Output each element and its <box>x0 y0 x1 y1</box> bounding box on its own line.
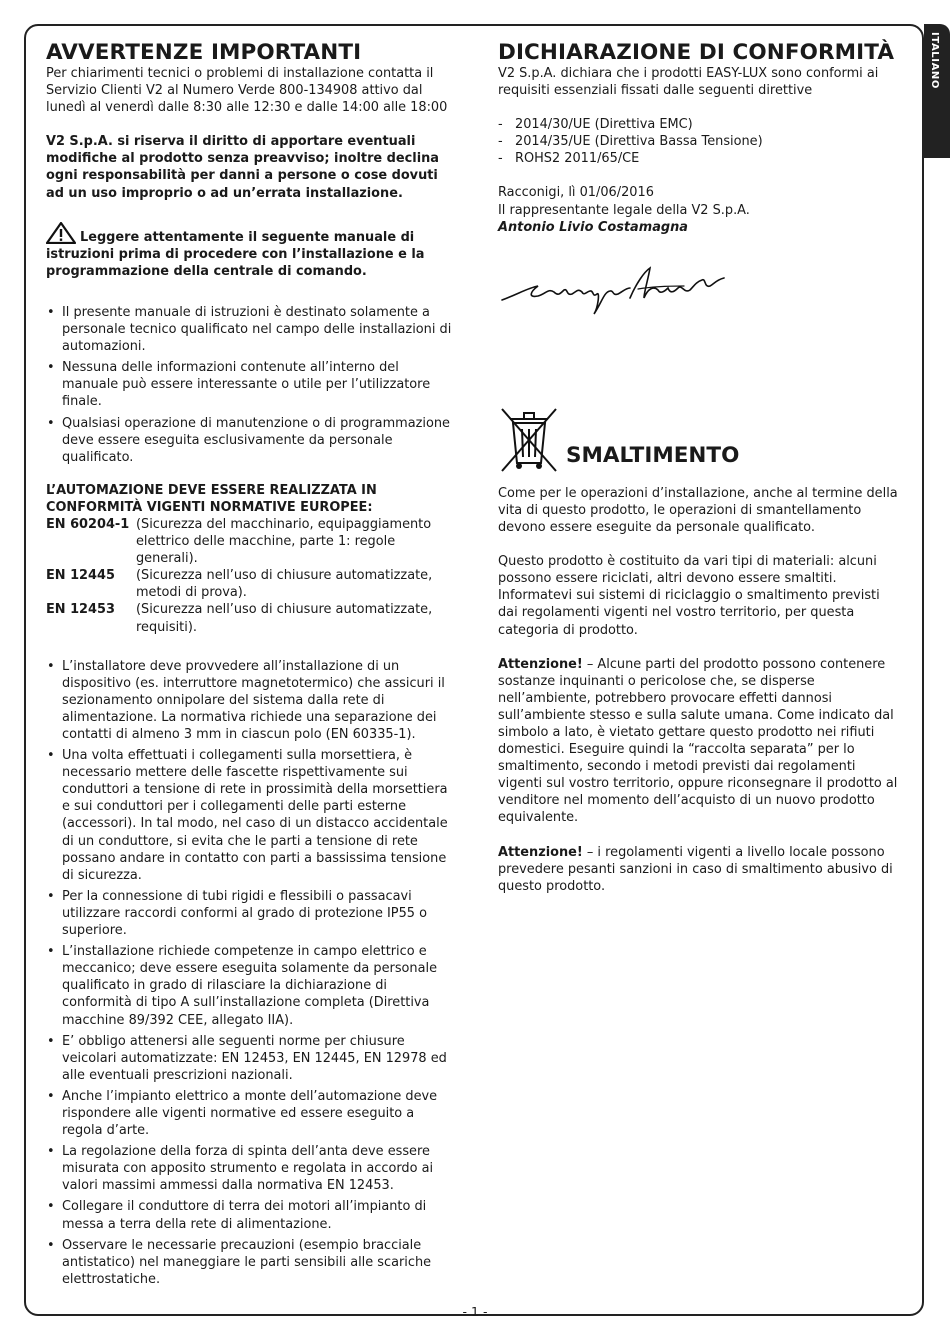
norm-desc: (Sicurezza del macchinario, equipaggiamento elettrico delle macchine, parte 1: regole generali). <box>136 516 432 567</box>
bullet-icon: • <box>47 1033 55 1049</box>
list-item: • Anche l’impianto elettrico a monte dell’automazione deve rispondere alle vigenti normative ed essere eseguito a regola d’arte. <box>47 1088 438 1139</box>
bullet-list-1 <box>46 304 458 466</box>
list-item: • Nessuna delle informazioni contenute all’interno del manuale può essere interessante o utile per l’utilizzatore finale. <box>47 360 431 410</box>
bullet-icon: • <box>47 888 55 904</box>
bullet-icon: • <box>47 415 55 431</box>
bullet-icon: • <box>47 1237 55 1253</box>
list-item: • Il presente manuale di istruzioni è destinato solamente a personale tecnico qualificato nel campo delle installazioni di automazioni. <box>47 304 452 355</box>
norms-heading: L’AUTOMAZIONE DEVE ESSERE REALIZZATA IN CONFORMITÀ VIGENTI NORMATIVE EUROPEE: <box>46 482 377 515</box>
attention-note-2: Attenzione! – i regolamenti vigenti a livello locale possono prevedere pesanti sanzioni in caso di smaltimento abusivo di questo prodotto. <box>498 844 893 894</box>
place-date: Racconigi, lì 01/06/2016 <box>498 185 654 201</box>
bullet-icon: • <box>47 360 55 376</box>
norm-row <box>46 567 458 601</box>
attention-note-1: Attenzione! – Alcune parti del prodotto possono contenere sostanze inquinanti o pericolose che, se disperse nell’ambiente, potrebbero provocare effetti dannosi sull’ambiente stesso e sulla salute umana. Come indicato dal simbolo a lato, è vietato gettare questo prodotto nei rifiuti domestici. Eseguire quindi la “raccolta separata” per lo smaltimento, secondo i metodi previsti dai regolamenti vigenti sul vostro territorio, oppure riconsegnare il prodotto al venditore nel momento dell’acquisto di un nuovo prodotto equivalente. <box>498 656 898 826</box>
manual-warning-text: Leggere attentamente il seguente manuale di istruzioni prima di procedere con l’installazione e la programmazione della centrale di comando. <box>46 229 425 279</box>
list-item: • Per la connessione di tubi rigidi e flessibili o passacavi utilizzare raccordi conformi al grado di protezione IP55 o superiore. <box>47 888 427 939</box>
conformity-intro: V2 S.p.A. dichiara che i prodotti EASY-LUX sono conformi ai requisiti essenziali fissati dalle seguenti direttive <box>498 66 879 99</box>
bullet-icon: • <box>47 944 55 960</box>
directive-item: - 2014/30/UE (Direttiva EMC) <box>498 117 693 133</box>
bullet-list-2 <box>46 658 458 1288</box>
norm-row <box>46 601 458 635</box>
norms-list <box>46 516 458 636</box>
disposal-paragraph-2: Questo prodotto è costituito da vari tipi di materiali: alcuni possono essere riciclati, altri devono essere smaltiti. <box>498 554 877 587</box>
right-column <box>498 40 902 895</box>
signer-name: Antonio Livio Costamagna <box>498 219 688 235</box>
bullet-icon: • <box>47 1088 55 1104</box>
norm-desc: (Sicurezza nell’uso di chiusure automatizzate, metodi di prova). <box>136 568 433 601</box>
support-info: Per chiarimenti tecnici o problemi di installazione contatta il Servizio Clienti V2 al Numero Verde 800-134908 attivo dal lunedì al venerdì dalle 8:30 alle 12:30 e dalle 14:00 alle 18:00 <box>46 66 448 116</box>
norm-code: EN 60204-1 <box>46 516 130 532</box>
language-tab-label: ITALIANO <box>929 32 940 90</box>
left-column <box>46 40 458 1292</box>
list-item: • E’ obbligo attenersi alle seguenti norme per chiusure veicolari automatizzate: EN 12453, EN 12445, EN 12978 ed alle eventuali prescrizioni nazionali. <box>47 1033 447 1083</box>
language-tab <box>924 24 950 158</box>
list-item: • Una volta effettuati i collegamenti sulla morsettiera, è necessario mettere delle fascette rispettivamente sui conduttori a tensione di rete in prossimità della morsettiera e sui conduttori per i collegamenti delle parti esterne (accessori). In tal modo, nel caso di un distacco accidentale di un conduttore, si evita che le parti a tensione di rete possano andare in contatto con parti a bassissima tensione di sicurezza. <box>47 748 448 883</box>
norm-desc: (Sicurezza nell’uso di chiusure automatizzate, requisiti). <box>136 602 433 635</box>
conformity-title: DICHIARAZIONE DI CONFORMITÀ <box>498 40 895 65</box>
list-item: • Collegare il conduttore di terra dei motori all’impianto di messa a terra della rete di alimentazione. <box>47 1199 427 1232</box>
list-item: • La regolazione della forza di spinta dell’anta deve essere misurata con apposito strumento e regolata in accordo ai valori massimi ammessi dalla normativa EN 12453. <box>47 1144 434 1194</box>
weee-crossed-bin-icon <box>498 405 560 475</box>
list-item: • Qualsiasi operazione di manutenzione o di programmazione deve essere eseguita esclusivamente da personale qualificato. <box>47 415 450 465</box>
bullet-icon: • <box>47 748 55 764</box>
disclaimer: V2 S.p.A. si riserva il diritto di apportare eventuali modifiche al prodotto senza preavviso; inoltre declina ogni responsabilità per danni a persone o cose dovuti ad un uso improprio o ad un’errata installazione. <box>46 134 439 201</box>
list-item: • L’installatore deve provvedere all’installazione di un dispositivo (es. interruttore magnetotermico) che assicuri il sezionamento onnipolare del sistema dalla rete di alimentazione. La normativa richiede una separazione dei contatti di almeno 3 mm in ciascun polo (EN 60335-1). <box>47 658 445 742</box>
directive-item: - ROHS2 2011/65/CE <box>498 151 640 167</box>
signature <box>498 258 728 318</box>
bullet-icon: • <box>47 658 55 674</box>
disposal-paragraph-1: Come per le operazioni d’installazione, anche al termine della vita di questo prodotto, le operazioni di smantellamento devono essere eseguite da personale qualificato. <box>498 485 898 536</box>
warning-triangle-icon <box>46 222 76 244</box>
directives-list <box>498 116 902 167</box>
list-item: • Osservare le necessarie precauzioni (esempio bracciale antistatico) nel maneggiare le parti sensibili alle scariche elettrostatiche. <box>47 1237 432 1287</box>
page-number: - 1 - <box>462 1304 488 1319</box>
norm-code: EN 12453 <box>46 602 115 618</box>
list-item: • L’installazione richiede competenze in campo elettrico e meccanico; deve essere eseguita solamente da personale qualificato in grado di rilasciare la dichiarazione di conformità di tipo A sull’installazione completa (Direttiva macchine 89/392 CEE, allegato IIA). <box>47 944 437 1028</box>
bullet-icon: • <box>47 1199 55 1215</box>
manual-warning <box>46 222 458 280</box>
disposal-header <box>498 405 902 475</box>
disposal-paragraph-3: Informatevi sui sistemi di riciclaggio o smaltimento previsti dai regolamenti vigenti nel vostro territorio, per questa categoria di prodotto. <box>498 588 880 638</box>
norm-row <box>46 516 458 567</box>
directive-item: - 2014/35/UE (Direttiva Bassa Tensione) <box>498 134 763 150</box>
warnings-title: AVVERTENZE IMPORTANTI <box>46 40 362 65</box>
bullet-icon: • <box>47 304 55 320</box>
bullet-icon: • <box>47 1144 55 1160</box>
legal-representative: Il rappresentante legale della V2 S.p.A. <box>498 202 750 218</box>
disposal-title: SMALTIMENTO <box>566 442 740 468</box>
norm-code: EN 12445 <box>46 568 115 584</box>
